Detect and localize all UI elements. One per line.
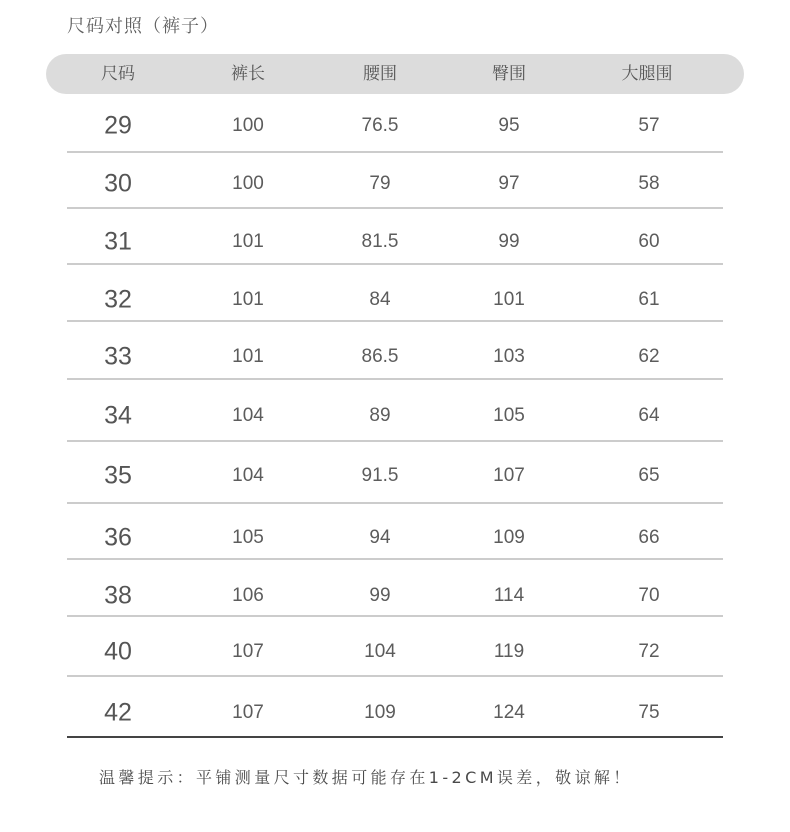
cell-length: 101 — [232, 231, 264, 252]
cell-waist: 104 — [364, 641, 396, 662]
page-title: 尺码对照（裤子） — [67, 16, 219, 37]
table-bottom-line — [67, 736, 723, 738]
cell-size: 38 — [104, 581, 132, 610]
cell-hip: 119 — [493, 641, 525, 662]
cell-hip: 103 — [493, 346, 525, 367]
cell-waist: 99 — [369, 585, 391, 606]
cell-size: 30 — [104, 169, 132, 198]
cell-length: 105 — [232, 527, 264, 548]
cell-waist: 79 — [369, 173, 391, 194]
cell-thigh: 75 — [638, 702, 660, 723]
cell-hip: 114 — [493, 585, 525, 606]
cell-waist: 89 — [369, 405, 391, 426]
header-hip: 臀围 — [492, 64, 526, 84]
cell-length: 101 — [232, 346, 264, 367]
row-divider — [67, 151, 723, 153]
row-divider — [67, 263, 723, 265]
cell-length: 104 — [232, 465, 264, 486]
cell-waist: 86.5 — [361, 346, 399, 367]
cell-thigh: 57 — [638, 115, 660, 136]
row-divider — [67, 440, 723, 442]
row-divider — [67, 378, 723, 380]
cell-waist: 91.5 — [361, 465, 399, 486]
row-divider — [67, 615, 723, 617]
cell-length: 100 — [232, 115, 264, 136]
cell-waist: 81.5 — [361, 231, 399, 252]
cell-waist: 109 — [364, 702, 396, 723]
cell-size: 36 — [104, 523, 132, 552]
cell-size: 42 — [104, 698, 132, 727]
cell-length: 107 — [232, 702, 264, 723]
cell-length: 107 — [232, 641, 264, 662]
cell-waist: 84 — [369, 289, 391, 310]
cell-hip: 107 — [493, 465, 525, 486]
cell-thigh: 70 — [638, 585, 660, 606]
cell-hip: 99 — [498, 231, 520, 252]
header-size: 尺码 — [101, 64, 135, 84]
cell-size: 33 — [104, 342, 132, 371]
cell-waist: 76.5 — [361, 115, 399, 136]
cell-size: 31 — [104, 227, 132, 256]
cell-thigh: 72 — [638, 641, 660, 662]
cell-length: 101 — [232, 289, 264, 310]
cell-hip: 124 — [493, 702, 525, 723]
row-divider — [67, 207, 723, 209]
header-thigh: 大腿围 — [621, 64, 673, 84]
cell-hip: 95 — [498, 115, 520, 136]
cell-hip: 105 — [493, 405, 525, 426]
cell-thigh: 66 — [638, 527, 660, 548]
cell-size: 40 — [104, 637, 132, 666]
cell-thigh: 64 — [638, 405, 660, 426]
cell-thigh: 65 — [638, 465, 660, 486]
row-divider — [67, 320, 723, 322]
cell-length: 104 — [232, 405, 264, 426]
cell-size: 32 — [104, 285, 132, 314]
cell-thigh: 61 — [638, 289, 660, 310]
cell-size: 35 — [104, 461, 132, 490]
row-divider — [67, 675, 723, 677]
row-divider — [67, 558, 723, 560]
cell-size: 29 — [104, 111, 132, 140]
footnote: 温馨提示：平铺测量尺寸数据可能存在1-2CM误差，敬谅解！ — [99, 768, 633, 787]
cell-size: 34 — [104, 401, 132, 430]
cell-thigh: 62 — [638, 346, 660, 367]
header-pants-length: 裤长 — [231, 64, 265, 84]
header-waist: 腰围 — [363, 64, 397, 84]
cell-thigh: 60 — [638, 231, 660, 252]
cell-length: 100 — [232, 173, 264, 194]
cell-length: 106 — [232, 585, 264, 606]
row-divider — [67, 502, 723, 504]
cell-hip: 101 — [493, 289, 525, 310]
cell-thigh: 58 — [638, 173, 660, 194]
cell-hip: 109 — [493, 527, 525, 548]
cell-waist: 94 — [369, 527, 391, 548]
cell-hip: 97 — [498, 173, 520, 194]
